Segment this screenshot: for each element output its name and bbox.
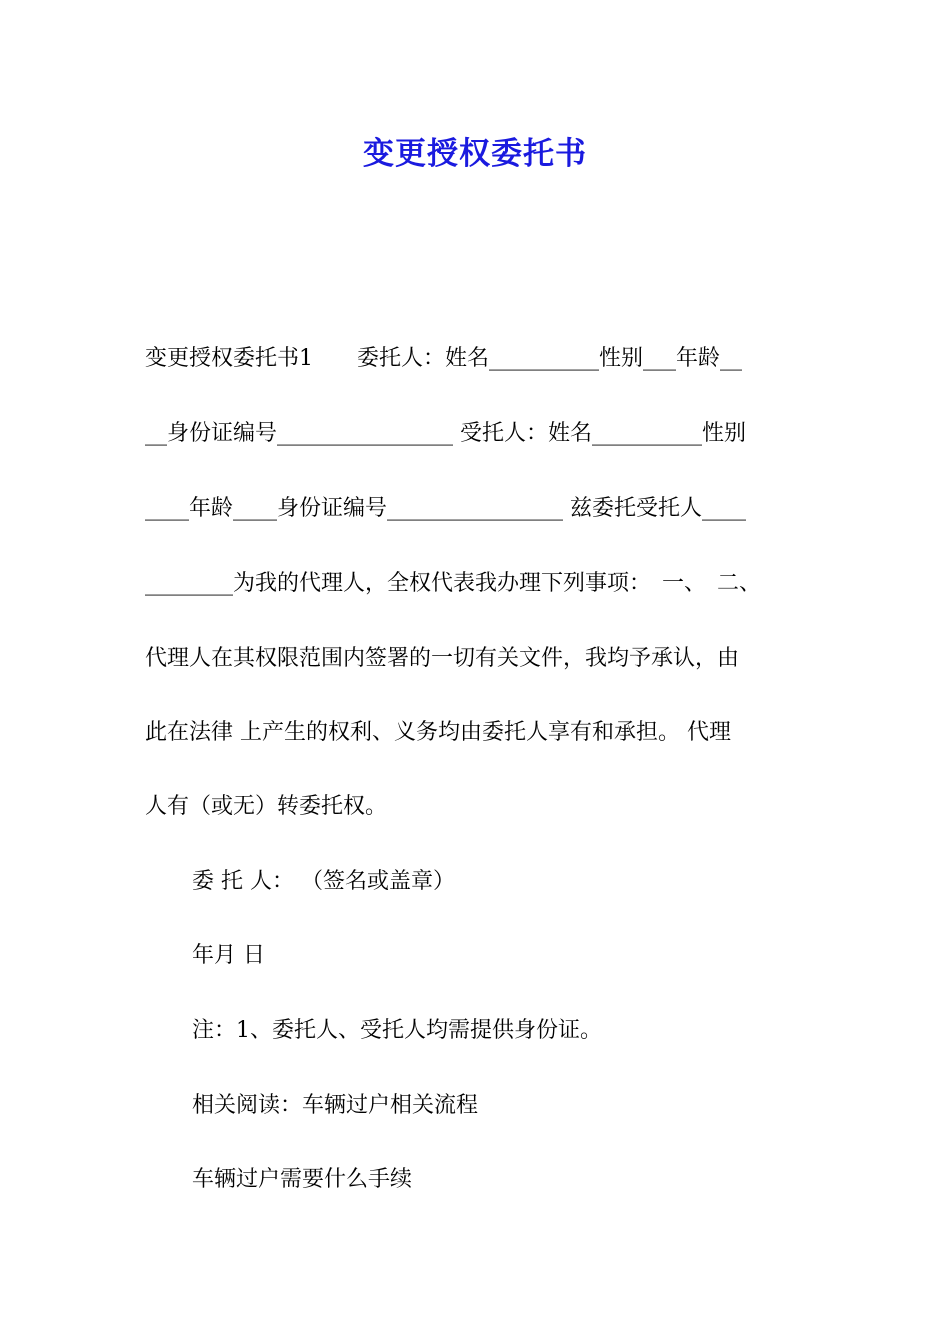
body-line-4: ________为我的代理人，全权代表我办理下列事项： 一、 二、 [145, 571, 762, 596]
body-line-6: 此在法律 上产生的权利、义务均由委托人享有和承担。 代理 [145, 720, 731, 745]
document-title: 变更授权委托书 [363, 136, 587, 172]
signature-line: 委 托 人： （签名或盖章） [192, 869, 455, 894]
body-line-7: 人有（或无）转委托权。 [145, 794, 388, 819]
body-line-3: ____年龄____身份证编号________________ 兹委托受托人____ [145, 496, 746, 521]
body-line-5: 代理人在其权限范围内签署的一切有关文件，我均予承认，由 [145, 646, 740, 671]
body-line-1: 变更授权委托书1 委托人：姓名__________性别___年龄__ [145, 346, 742, 371]
note-line: 注：1、委托人、受托人均需提供身份证。 [192, 1018, 602, 1043]
date-line: 年月 日 [192, 943, 265, 968]
related-reading-line: 相关阅读：车辆过户相关流程 [192, 1093, 479, 1118]
subheading-line: 车辆过户需要什么手续 [192, 1167, 413, 1192]
body-line-2: __身份证编号________________ 受托人：姓名__________性别 [145, 421, 746, 446]
